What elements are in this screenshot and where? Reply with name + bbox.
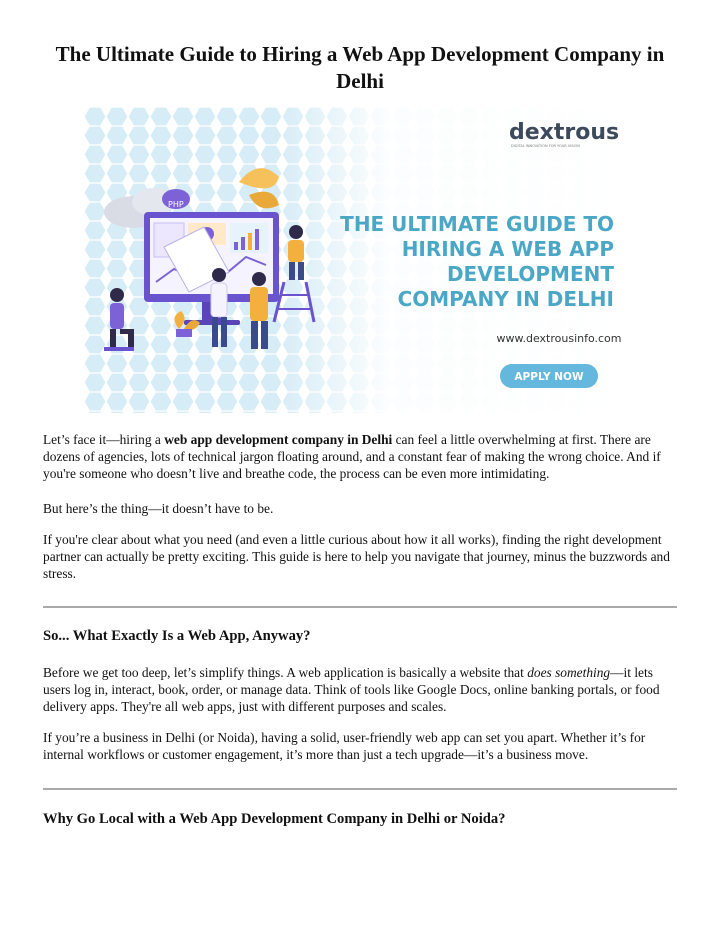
hero-illustration (84, 107, 631, 413)
brand-logo: dextrous (509, 120, 620, 145)
intro-keyword: web app development company in Delhi (164, 432, 393, 447)
hero-headline-line-4: COMPANY IN DELHI (397, 287, 614, 311)
hero-headline-line-1: THE ULTIMATE GUIDE TO (340, 212, 614, 236)
intro-paragraph-3: If you're clear about what you need (and even a little curious about how it all works), finding the right development partner can actually be pretty exciting. This guide is here to help you navigate that journey, minus the buzzwords and stress. (43, 532, 670, 581)
hero-banner (84, 107, 631, 413)
section-divider (43, 788, 677, 790)
page-title: The Ultimate Guide to Hiring a Web App Development Company in Delhi (55, 42, 665, 93)
section-heading-web-app: So... What Exactly Is a Web App, Anyway? (43, 628, 311, 644)
hero-headline-line-3: DEVELOPMENT (446, 262, 614, 286)
section1-paragraph-1: Before we get too deep, let’s simplify things. A web application is basically a website that does something—it lets users log in, interact, book, order, or manage data. Think of tools like Google Docs, online banking portals, or food delivery apps. They're all web apps, just with different purposes and scales. (43, 665, 660, 714)
section-divider (43, 606, 677, 608)
php-label: PHP (168, 200, 184, 209)
hero-website: www.dextrousinfo.com (496, 332, 622, 345)
apply-now-label: APPLY NOW (514, 371, 584, 383)
intro-paragraph-2: But here’s the thing—it doesn’t have to be. (43, 501, 274, 516)
section-heading-go-local: Why Go Local with a Web App Development Company in Delhi or Noida? (43, 811, 506, 827)
brand-tagline: DIGITAL INNOVATION FOR YOUR VISION (511, 144, 580, 148)
emphasis-text: does something (527, 665, 611, 680)
hero-headline-line-2: HIRING A WEB APP (401, 237, 614, 261)
intro-paragraph-1: Let’s face it—hiring a web app development company in Delhi can feel a little overwhelming at first. There are dozens of agencies, lots of technical jargon floating around, and a constant fear of making the wrong choice. And if you're someone who doesn’t live and breathe code, the process can be even more intimidating. (43, 432, 661, 481)
section1-paragraph-2: If you’re a business in Delhi (or Noida), having a solid, user-friendly web app can set you apart. Whether it’s for internal workflows or customer engagement, it’s more than just a tech upgrade—it’s a business move. (43, 730, 646, 762)
